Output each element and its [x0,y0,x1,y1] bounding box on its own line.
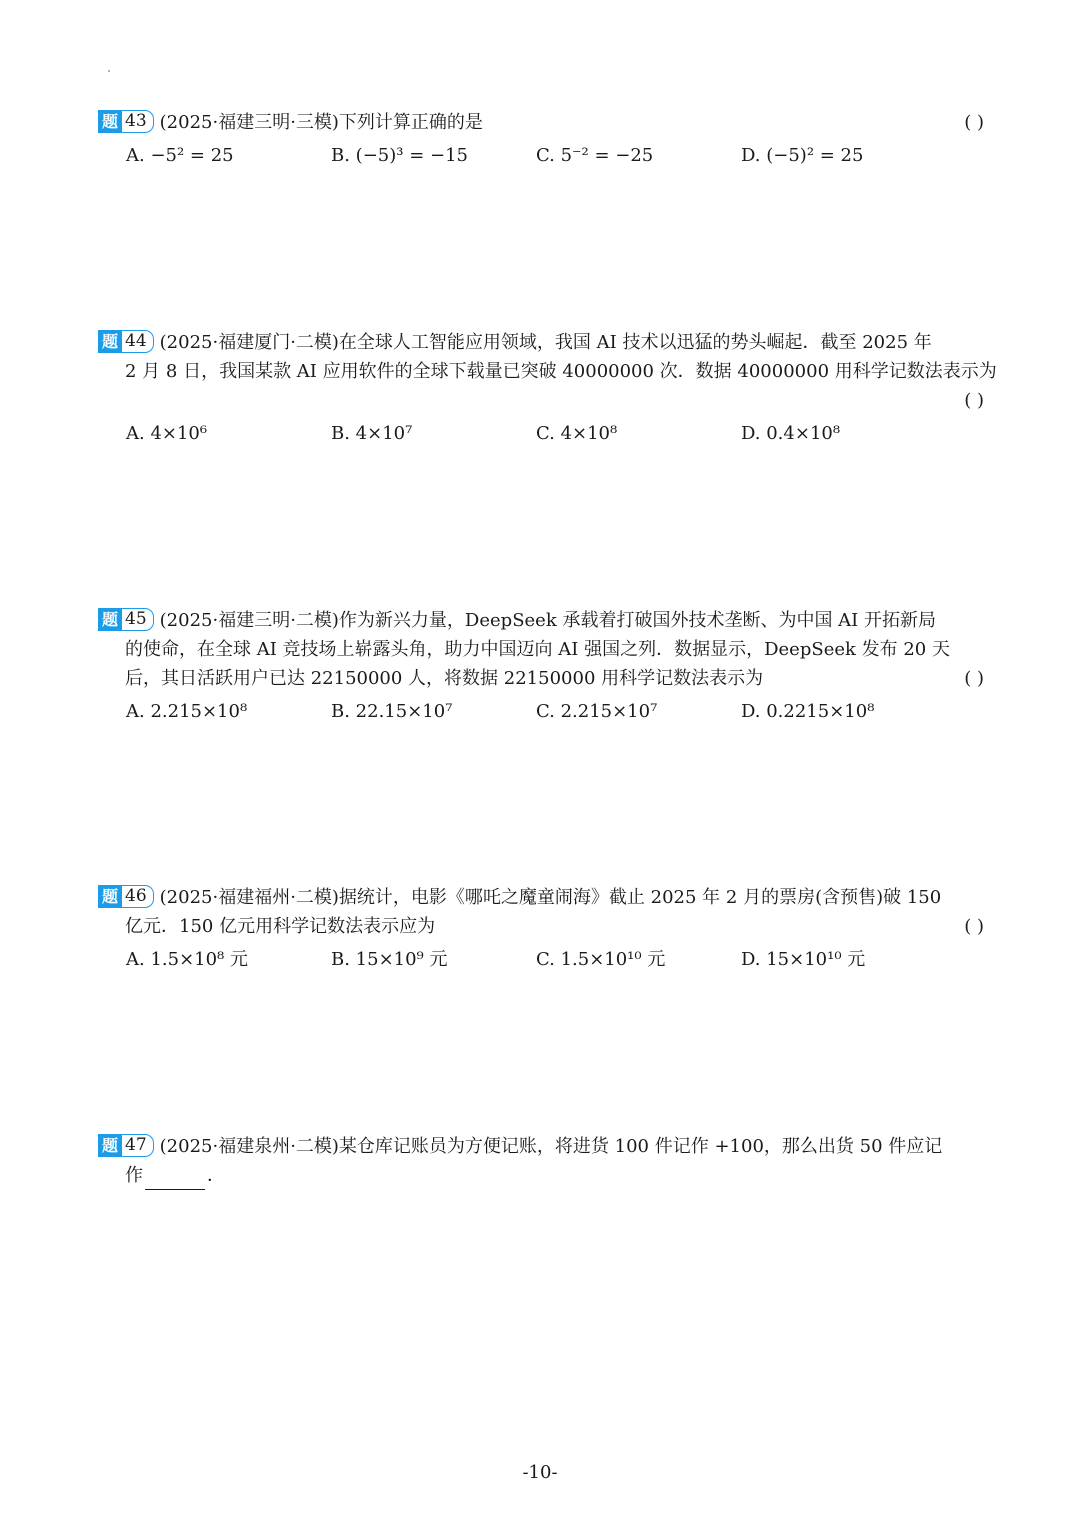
choice-a: A. 2.215×10⁸ [126,701,248,722]
scan-dot [108,70,110,72]
question-stem-line [98,1161,986,1190]
choice-c: C. 4×10⁸ [536,423,618,444]
question-text: (2025·福建福州·二模)据统计，电影《哪吒之魔童闹海》截止 2025 年 2 月的票房(含预售)破 150 [159,887,942,908]
question-46 [98,883,986,975]
choice-c: C. 5⁻² = −25 [536,145,654,166]
choice-b: B. (−5)³ = −15 [331,145,468,166]
choice-a: A. 1.5×10⁸ 元 [126,949,248,970]
choice-d: D. 15×10¹⁰ 元 [741,949,866,970]
answer-bracket-line [98,386,986,415]
question-text: ． [207,1165,225,1186]
question-44 [98,328,997,449]
choice-d: D. 0.2215×10⁸ [741,701,875,722]
question-tag [98,330,154,353]
choice-b: B. 4×10⁷ [331,423,413,444]
question-text: (2025·福建三明·二模)作为新兴力量，DeepSeek 承载着打破国外技术垄断、为中国 AI 开拓新局 [159,610,937,631]
choice-b: B. 22.15×10⁷ [331,701,453,722]
question-number: 44 [122,330,154,353]
question-tag [98,608,154,631]
question-stem-line [98,108,986,137]
question-stem-line [98,606,986,635]
question-number: 46 [122,885,154,908]
question-43 [98,108,986,171]
choice-d: D. 0.4×10⁸ [741,423,841,444]
page-number: -10- [522,1462,558,1483]
question-text: 的使命，在全球 AI 竞技场上崭露头角，助力中国迈向 AI 强国之列．数据显示，DeepSeek 发布 20 天 [125,639,950,660]
question-stem-line [98,328,986,357]
answer-bracket: ( ) [964,112,984,133]
question-number: 47 [122,1134,154,1157]
question-text: (2025·福建泉州·二模)某仓库记账员为方便记账，将进货 100 件记作 +100，那么出货 50 件应记 [159,1136,943,1157]
choice-d: D. (−5)² = 25 [741,145,864,166]
question-tag [98,1134,154,1157]
question-icon: 题 [98,110,122,133]
question-text: 亿元．150 亿元用科学记数法表示应为 [125,916,436,937]
question-number: 45 [122,608,154,631]
choice-a: A. −5² = 25 [126,145,234,166]
question-text: 2 月 8 日，我国某款 AI 应用软件的全球下载量已突破 40000000 次．数据 40000000 用科学记数法表示为 [125,361,997,382]
choice-c: C. 2.215×10⁷ [536,701,658,722]
question-47 [98,1132,986,1190]
question-tag [98,885,154,908]
question-stem-line [98,664,986,693]
question-icon: 题 [98,885,122,908]
question-icon: 题 [98,330,122,353]
answer-bracket: ( ) [964,390,984,411]
answer-blank[interactable] [145,1169,205,1190]
question-stem-line [98,883,986,912]
choice-b: B. 15×10⁹ 元 [331,949,448,970]
question-icon: 题 [98,608,122,631]
choice-c: C. 1.5×10¹⁰ 元 [536,949,666,970]
question-45 [98,606,986,727]
question-stem-line [98,912,986,941]
question-icon: 题 [98,1134,122,1157]
choice-a: A. 4×10⁶ [126,423,208,444]
choices [126,697,986,727]
choices [126,141,986,171]
question-text: 后，其日活跃用户已达 22150000 人，将数据 22150000 用科学记数法表示为 [125,668,764,689]
choices [126,945,986,975]
question-number: 43 [122,110,154,133]
answer-bracket: ( ) [964,916,984,937]
question-stem-line [98,1132,986,1161]
choices [126,419,986,449]
question-text: (2025·福建三明·三模)下列计算正确的是 [159,112,483,133]
question-text: (2025·福建厦门·二模)在全球人工智能应用领域，我国 AI 技术以迅猛的势头崛起．截至 2025 年 [159,332,932,353]
question-text: 作 [125,1165,143,1186]
answer-bracket: ( ) [964,668,984,689]
question-tag [98,110,154,133]
